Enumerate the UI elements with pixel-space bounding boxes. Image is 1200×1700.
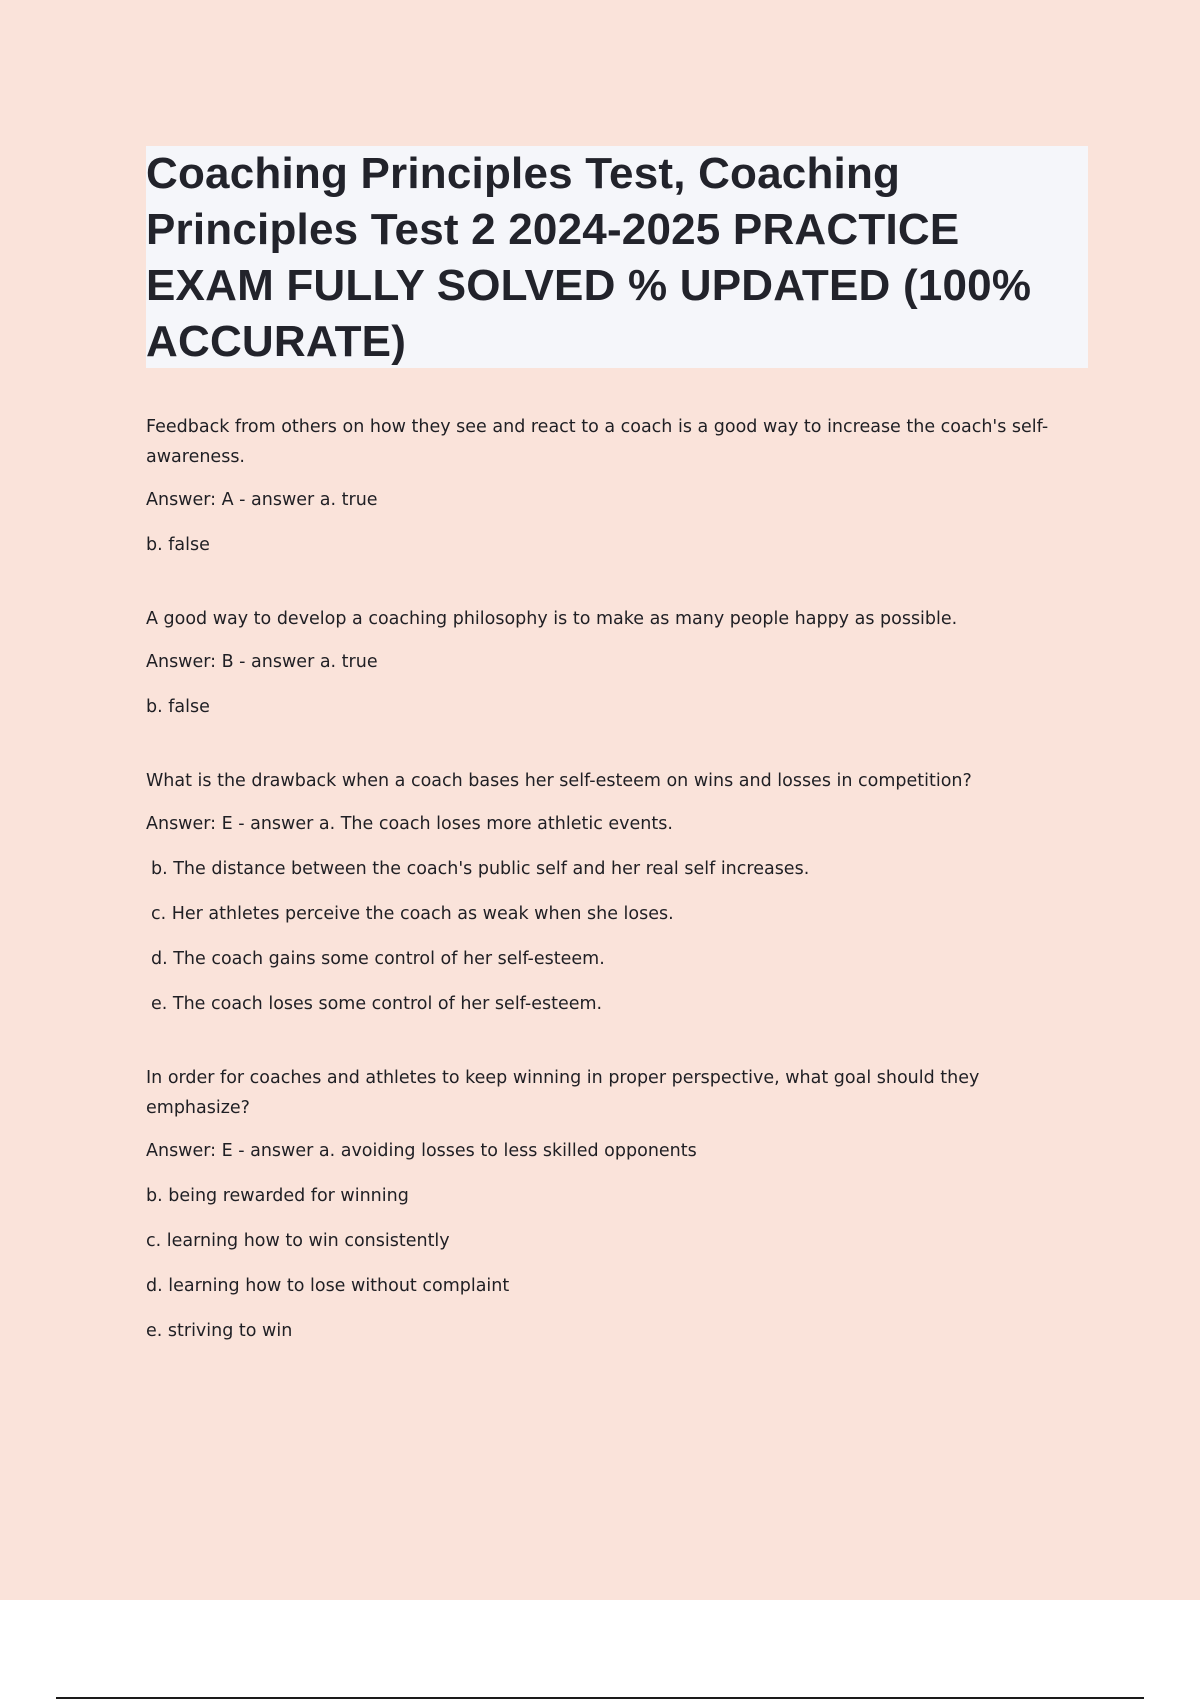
answer-line: Answer: B - answer a. true — [146, 652, 378, 672]
title-box — [146, 146, 1088, 368]
answer-line: Answer: A - answer a. true — [146, 490, 378, 510]
question-text: In order for coaches and athletes to keep winning in proper perspective, what goal should they emphasize? — [146, 1068, 980, 1118]
option-d: d. The coach gains some control of her self-esteem. — [151, 949, 605, 969]
question-text: Feedback from others on how they see and react to a coach is a good way to increase the coach's self-awareness. — [146, 417, 1049, 467]
question-list — [146, 412, 1076, 1390]
question-text: What is the drawback when a coach bases her self-esteem on wins and losses in competition? — [146, 771, 972, 791]
option-b: b. being rewarded for winning — [146, 1186, 409, 1206]
answer-line: Answer: E - answer a. avoiding losses to less skilled opponents — [146, 1141, 697, 1161]
question-block-3 — [146, 766, 1076, 1019]
footer-divider — [56, 1697, 1144, 1699]
option-e: e. The coach loses some control of her self-esteem. — [151, 994, 603, 1014]
page-title: Coaching Principles Test, Coaching Principles Test 2 2024-2025 PRACTICE EXAM FULLY SOLVED % UPDATED (100% ACCURATE) — [146, 149, 1032, 366]
option-c: c. Her athletes perceive the coach as weak when she loses. — [151, 904, 674, 924]
question-block-2 — [146, 604, 1076, 722]
answer-line: Answer: E - answer a. The coach loses more athletic events. — [146, 814, 673, 834]
option-e: e. striving to win — [146, 1321, 293, 1341]
option-b: b. The distance between the coach's public self and her real self increases. — [151, 859, 810, 879]
option-d: d. learning how to lose without complaint — [146, 1276, 510, 1296]
option-c: c. learning how to win consistently — [146, 1231, 450, 1251]
question-block-1 — [146, 412, 1076, 560]
option-b: b. false — [146, 697, 210, 717]
option-b: b. false — [146, 535, 210, 555]
question-text: A good way to develop a coaching philosophy is to make as many people happy as possible. — [146, 609, 958, 629]
question-block-4 — [146, 1063, 1076, 1346]
